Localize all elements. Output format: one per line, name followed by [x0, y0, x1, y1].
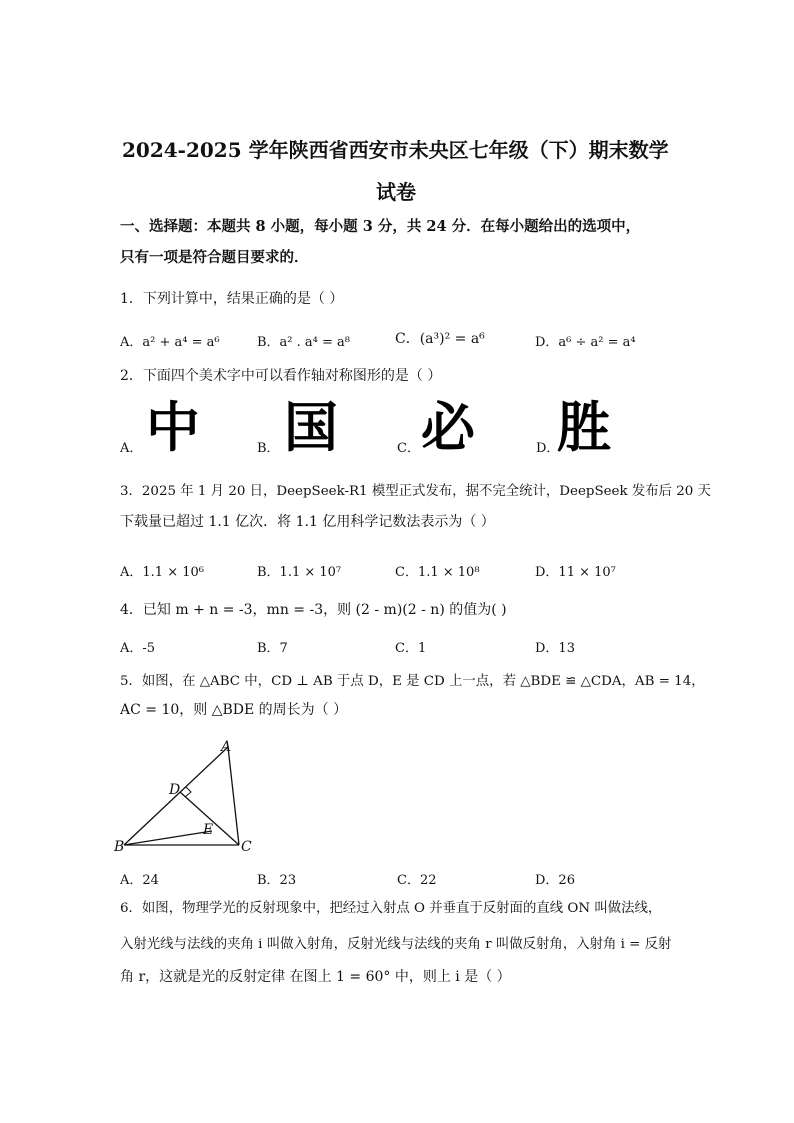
- question-5-line2: AC = 10，则 △BDE 的周长为（ ）: [120, 702, 348, 718]
- question-1-option-d: D．a⁶ ÷ a² = a⁴: [535, 335, 636, 350]
- question-2-option-b-char: 国: [284, 396, 338, 459]
- question-6-line3: 角 r，这就是光的反射定律 在图上 1 = 60° 中，则上 i 是（ ）: [120, 969, 511, 985]
- right-angle-mark: [185, 787, 191, 797]
- label-a: A: [221, 739, 232, 755]
- label-b: B: [114, 839, 125, 855]
- label-e: E: [203, 822, 214, 838]
- question-4-option-b: B．7: [257, 641, 288, 656]
- question-2-option-b-label: B．: [257, 441, 280, 456]
- question-1-stem: 1．下列计算中，结果正确的是（ ）: [120, 291, 344, 307]
- question-2-stem: 2．下面四个美术字中可以看作轴对称图形的是（ ）: [120, 368, 442, 384]
- question-1-option-c: C．(a³)² = a⁶: [395, 331, 485, 347]
- question-3-option-b: B．1.1 × 10⁷: [257, 565, 342, 580]
- question-6-line2: 入射光线与法线的夹角 i 叫做入射角，反射光线与法线的夹角 r 叫做反射角，入射角 i = 反射: [120, 937, 672, 952]
- question-1-option-a: A．a² + a⁴ = a⁶: [120, 335, 220, 350]
- question-5-option-c: C．22: [397, 873, 437, 888]
- exam-title-line1: 2024-2025 学年陕西省西安市未央区七年级（下）期末数学: [122, 138, 669, 162]
- question-2-option-a-label: A．: [120, 441, 143, 456]
- question-3-option-c: C．1.1 × 10⁸: [395, 565, 480, 580]
- question-2-option-a-char: 中: [146, 396, 200, 459]
- question-6-line1: 6．如图，物理学光的反射现象中，把经过入射点 O 并垂直于反射面的直线 ON 叫做法线，: [120, 901, 662, 916]
- question-5-option-a: A．24: [120, 873, 159, 888]
- question-4-option-a: A．-5: [120, 641, 156, 656]
- question-4-stem: 4．已知 m + n = -3，mn = -3，则 (2 - m)(2 - n) 的值为( ): [120, 602, 507, 618]
- question-3-line2: 下载量已超过 1.1 亿次．将 1.1 亿用科学记数法表示为（ ）: [120, 514, 495, 530]
- question-1-option-b: B．a² . a⁴ = a⁸: [257, 335, 350, 350]
- label-c: C: [241, 839, 252, 855]
- side-ac: [228, 747, 239, 845]
- question-4-option-c: C．1: [395, 641, 427, 656]
- question-2-option-d-char: 胜: [557, 396, 611, 459]
- question-3-option-a: A．1.1 × 10⁶: [120, 565, 204, 580]
- question-3-line1: 3．2025 年 1 月 20 日，DeepSeek-R1 模型正式发布，据不完全统计，DeepSeek 发布后 20 天: [120, 484, 711, 499]
- exam-title-line2: 试卷: [376, 180, 416, 204]
- question-5-line1: 5．如图，在 △ABC 中，CD ⊥ AB 于点 D，E 是 CD 上一点，若 △BDE ≌ △CDA，AB = 14，: [120, 674, 705, 689]
- question-5-option-d: D．26: [535, 873, 575, 888]
- label-d: D: [169, 782, 181, 798]
- question-5-option-b: B．23: [257, 873, 297, 888]
- section-heading-line1: 一、选择题：本题共 8 小题，每小题 3 分，共 24 分．在每小题给出的选项中，: [120, 218, 641, 235]
- question-3-option-d: D．11 × 10⁷: [535, 565, 616, 580]
- question-2-option-c-char: 必: [421, 396, 475, 459]
- triangle-abc-figure: [112, 735, 262, 860]
- question-4-option-d: D．13: [535, 641, 575, 656]
- question-2-option-d-label: D．: [536, 441, 560, 456]
- section-heading-line2: 只有一项是符合题目要求的．: [120, 249, 309, 266]
- question-2-option-c-label: C．: [397, 441, 420, 456]
